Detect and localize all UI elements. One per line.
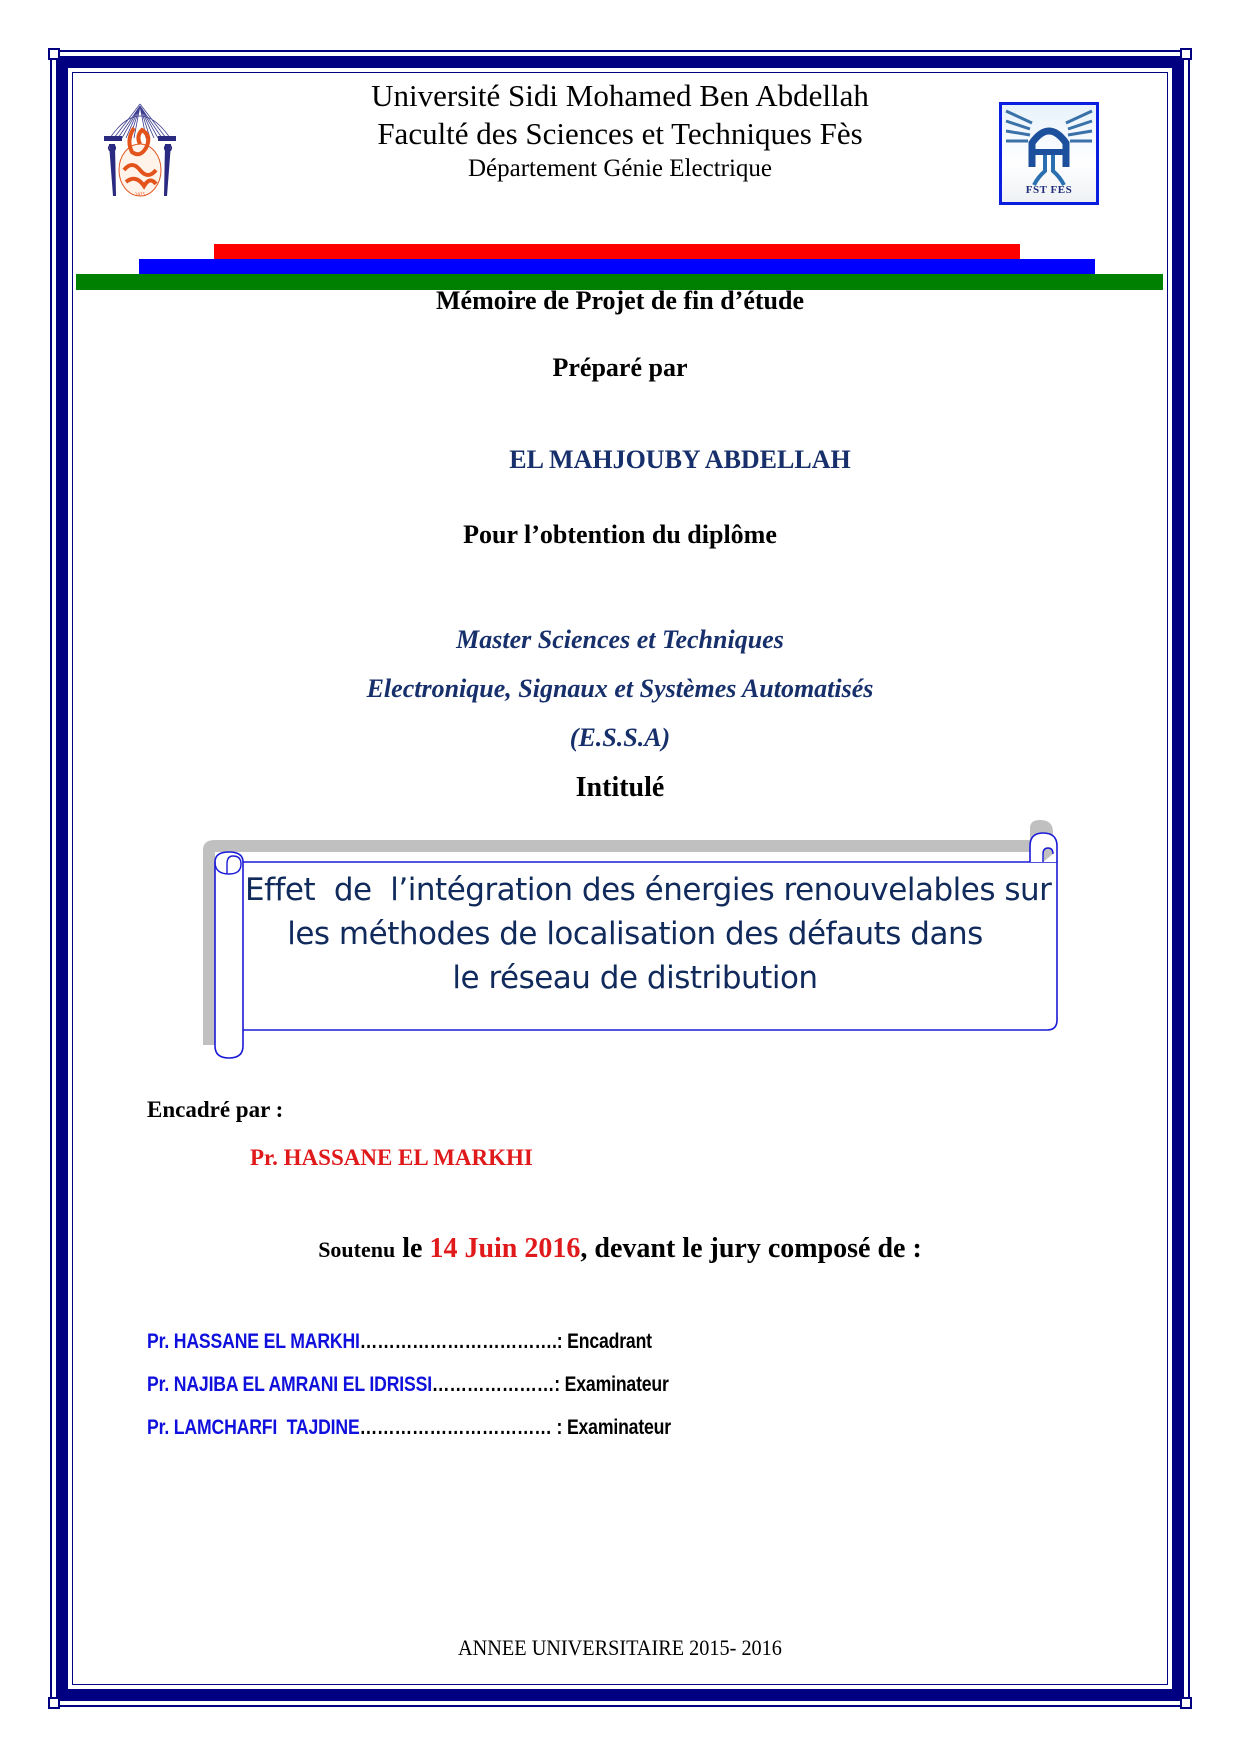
border-corner-bottom-right <box>1180 1697 1192 1709</box>
crest-icon <box>100 100 180 200</box>
decorative-bar-red <box>214 244 1020 259</box>
thesis-title-line-2: les méthodes de localisation des défauts dans <box>287 916 983 952</box>
thesis-title-line-1: Effet de l’intégration des énergies renouvelables sur <box>245 872 1052 908</box>
jury-member-name: Pr. LAMCHARFI TAJDINE <box>147 1416 360 1439</box>
faculty-name: Faculté des Sciences et Techniques Fès <box>377 116 863 151</box>
jury-dots: ……………………………. <box>359 1330 557 1353</box>
jury-member-role: : Examinateur <box>554 1373 669 1396</box>
border-corner-top-left <box>48 48 60 60</box>
university-name: Université Sidi Mohamed Ben Abdellah <box>371 78 869 113</box>
academic-year: ANNEE UNIVERSITAIRE 2015- 2016 <box>458 1635 782 1660</box>
fst-fes-logo <box>999 102 1099 205</box>
prepared-by-label: Préparé par <box>552 353 688 382</box>
jury-member-role: : Encadrant <box>556 1330 652 1353</box>
thesis-title <box>245 868 1052 1000</box>
jury-dots: …………………………… <box>359 1416 557 1439</box>
jury-member-row <box>147 1373 669 1397</box>
defense-statement <box>120 1233 1120 1265</box>
master-program: Master Sciences et Techniques <box>456 625 784 654</box>
supervised-by-label: Encadré par : <box>147 1097 284 1122</box>
obtention-label: Pour l’obtention du diplôme <box>463 520 777 549</box>
university-crest-logo <box>100 100 180 200</box>
defense-suffix: , devant le jury composé de : <box>580 1233 922 1264</box>
svg-text:1975: 1975 <box>134 192 146 197</box>
jury-member-role: : Examinateur <box>556 1416 671 1439</box>
thesis-title-line-3: le réseau de distribution <box>452 960 818 996</box>
jury-member-name: Pr. HASSANE EL MARKHI <box>147 1330 360 1353</box>
master-specialty: Electronique, Signaux et Systèmes Automatisés <box>366 674 874 703</box>
border-corner-bottom-left <box>48 1697 60 1709</box>
defense-prefix: Soutenu <box>318 1237 396 1262</box>
department-name: Département Génie Electrique <box>467 155 773 182</box>
intitule-label: Intitulé <box>575 772 665 803</box>
fst-fes-label: FST FES <box>1025 184 1073 196</box>
decorative-bar-blue <box>139 259 1095 274</box>
supervisor-name: Pr. HASSANE EL MARKHI <box>250 1145 533 1170</box>
author-name: EL MAHJOUBY ABDELLAH <box>509 445 851 474</box>
master-acronym: (E.S.S.A) <box>569 723 671 752</box>
jury-member-row <box>147 1330 652 1354</box>
jury-member-row <box>147 1416 671 1440</box>
defense-le: le <box>395 1233 430 1264</box>
defense-date: 14 Juin 2016 <box>429 1233 581 1264</box>
memoire-heading: Mémoire de Projet de fin d’étude <box>436 286 804 315</box>
border-corner-top-right <box>1180 48 1192 60</box>
jury-member-name: Pr. NAJIBA EL AMRANI EL IDRISSI <box>147 1373 432 1396</box>
jury-dots: ………………… <box>431 1373 555 1396</box>
